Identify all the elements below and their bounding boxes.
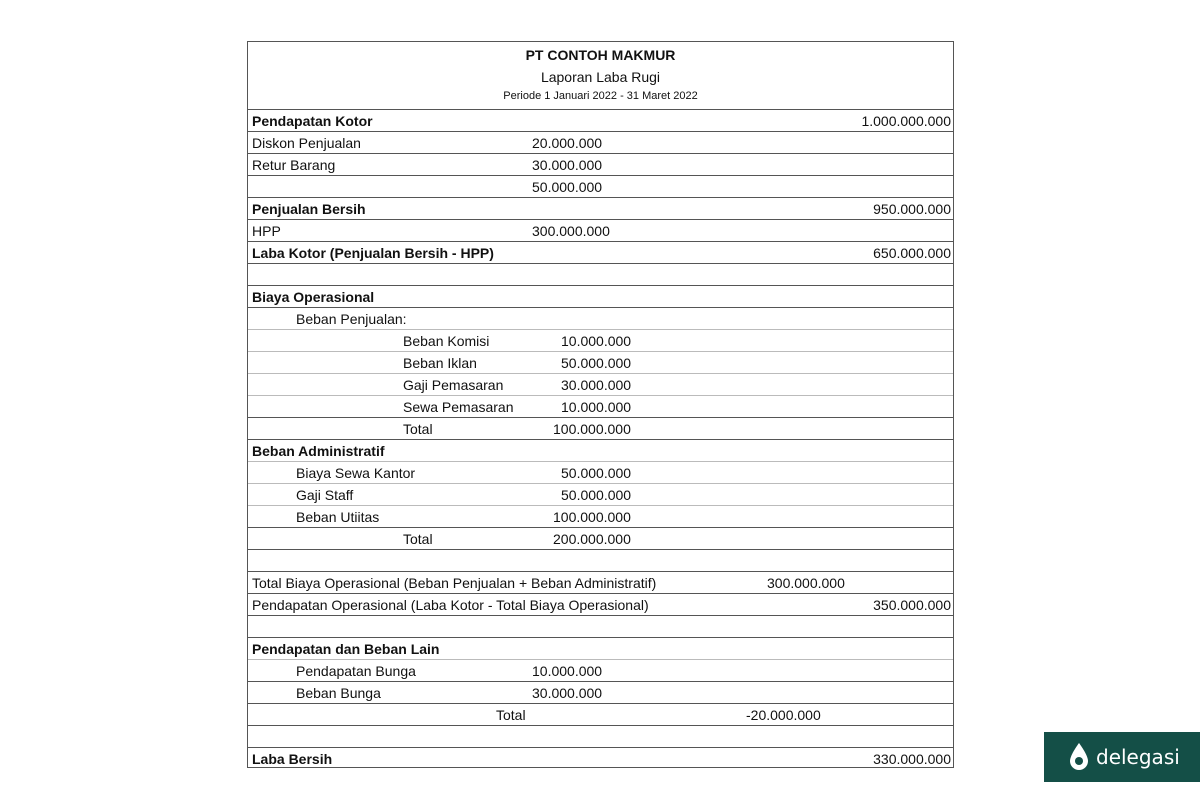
row-amount: 950.000.000 [873, 201, 951, 217]
delegasi-logo [1044, 732, 1200, 782]
report-period: Periode 1 Januari 2022 - 31 Maret 2022 [503, 90, 698, 102]
row-amount: 30.000.000 [532, 685, 603, 701]
row-amount: 50.000.000 [561, 487, 632, 503]
row-label: Total Biaya Operasional (Beban Penjualan + Beban Administratif) [252, 575, 657, 591]
table-row [248, 175, 953, 197]
report-title: Laporan Laba Rugi [540, 69, 661, 85]
drop-icon [1068, 742, 1090, 772]
row-label: Beban Penjualan: [296, 311, 407, 327]
table-row [248, 307, 953, 329]
table-row [248, 637, 953, 659]
table-row [248, 395, 953, 417]
row-label: Retur Barang [252, 157, 336, 173]
row-amount: 20.000.000 [532, 135, 603, 151]
row-label: Sewa Pemasaran [403, 399, 514, 415]
table-row [248, 461, 953, 483]
row-amount: 50.000.000 [532, 179, 603, 195]
table-row [248, 703, 953, 725]
table-row [248, 615, 953, 637]
row-label: Beban Bunga [296, 685, 381, 701]
row-label: Biaya Sewa Kantor [296, 465, 416, 481]
row-amount: 30.000.000 [532, 157, 603, 173]
row-amount: 300.000.000 [767, 575, 845, 591]
table-row [248, 153, 953, 175]
row-amount: 350.000.000 [873, 597, 951, 613]
row-label: Total [403, 421, 433, 437]
table-row [248, 285, 953, 307]
row-label: Total [403, 531, 433, 547]
row-amount: 10.000.000 [561, 399, 632, 415]
table-row [248, 681, 953, 703]
table-row [248, 329, 953, 351]
table-row [248, 131, 953, 153]
row-label: Laba Bersih [252, 751, 333, 767]
row-label: Pendapatan dan Beban Lain [252, 641, 440, 657]
table-row [248, 505, 953, 527]
row-label: Biaya Operasional [252, 289, 375, 305]
row-label: HPP [252, 223, 281, 239]
table-row [248, 219, 953, 241]
row-amount: 10.000.000 [561, 333, 632, 349]
table-row [248, 351, 953, 373]
table-row [248, 373, 953, 395]
row-amount: 300.000.000 [532, 223, 610, 239]
row-label: Gaji Pemasaran [403, 377, 504, 393]
row-label: Laba Kotor (Penjualan Bersih - HPP) [252, 245, 494, 261]
table-row [248, 747, 953, 769]
table-row [248, 549, 953, 571]
row-label: Beban Komisi [403, 333, 490, 349]
table-row [248, 725, 953, 747]
row-label: Pendapatan Kotor [252, 113, 373, 129]
row-label: Beban Iklan [403, 355, 477, 371]
table-row [248, 439, 953, 461]
row-amount: 50.000.000 [561, 355, 632, 371]
row-amount: -20.000.000 [746, 707, 821, 723]
row-label: Pendapatan Bunga [296, 663, 416, 679]
row-amount: 1.000.000.000 [861, 113, 951, 129]
table-row [248, 659, 953, 681]
row-label: Pendapatan Operasional (Laba Kotor - Total Biaya Operasional) [252, 597, 649, 613]
row-amount: 30.000.000 [561, 377, 632, 393]
company-name: PT CONTOH MAKMUR [525, 47, 676, 63]
row-amount: 100.000.000 [553, 421, 631, 437]
row-label: Beban Utiitas [296, 509, 380, 525]
row-label: Penjualan Bersih [252, 201, 366, 217]
income-statement [247, 41, 954, 768]
table-row [248, 593, 953, 615]
table-row [248, 109, 953, 131]
table-row [248, 197, 953, 219]
table-row [248, 241, 953, 263]
row-amount: 650.000.000 [873, 245, 951, 261]
row-amount: 10.000.000 [532, 663, 603, 679]
row-label: Diskon Penjualan [252, 135, 361, 151]
table-row [248, 483, 953, 505]
row-amount: 100.000.000 [553, 509, 631, 525]
brand-name: delegasi [1096, 745, 1180, 769]
table-row [248, 417, 953, 439]
row-label: Gaji Staff [296, 487, 354, 503]
row-amount: 50.000.000 [561, 465, 632, 481]
row-amount: 200.000.000 [553, 531, 631, 547]
table-row [248, 263, 953, 285]
row-label: Beban Administratif [252, 443, 385, 459]
table-row [248, 527, 953, 549]
row-label: Total [496, 707, 526, 723]
row-amount: 330.000.000 [873, 751, 951, 767]
table-row [248, 571, 953, 593]
